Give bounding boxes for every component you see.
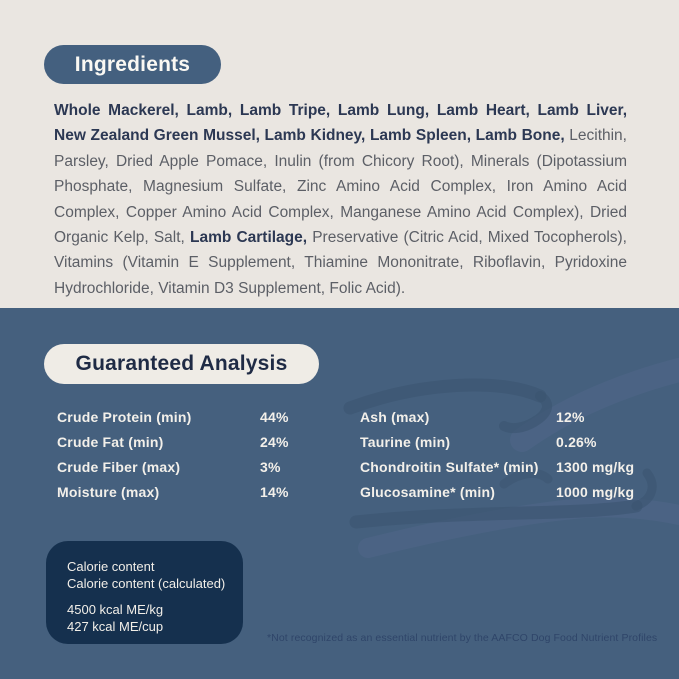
guaranteed-analysis-panel: [0, 308, 679, 679]
ingredient-emphasis-text: Lamb Cartilage,: [189, 229, 308, 247]
calorie-content-box: [46, 541, 243, 644]
analysis-row: [360, 479, 670, 504]
calorie-title-line: Calorie content (calculated): [67, 576, 226, 591]
calorie-title-lines: [67, 558, 233, 592]
analysis-value: 3%: [260, 458, 281, 475]
analysis-label: Chondroitin Sulfate* (min): [360, 458, 539, 475]
calorie-title-line: Calorie content: [67, 559, 155, 574]
ingredient-text: Preservative (Citric Acid, Mixed Tocopherols), Vitamins (Vitamin E Supplement, Thiamine Mononitrate, Riboflavin, Pyridoxine Hydrochloride, Vitamin D3 Supplement, Folic Acid).: [54, 229, 627, 297]
analysis-label: Glucosamine* (min): [360, 483, 496, 500]
analysis-row: [360, 404, 670, 429]
analysis-label: Crude Fat (min): [57, 433, 164, 450]
analysis-value: 1300 mg/kg: [556, 458, 635, 475]
analysis-row: [57, 404, 357, 429]
analysis-value: 1000 mg/kg: [556, 483, 635, 500]
calorie-value-line: 4500 kcal ME/kg: [67, 602, 164, 617]
ingredient-emphasis-text: Whole Mackerel, Lamb, Lamb Tripe, Lamb Lung, Lamb Heart, Lamb Liver, New Zealand Green Mussel, Lamb Kidney, Lamb Spleen, Lamb Bone,: [54, 102, 627, 145]
analysis-value: 12%: [556, 408, 585, 425]
ingredients-panel: [0, 0, 679, 308]
ingredients-heading: Ingredients: [74, 52, 191, 76]
analysis-row: [57, 454, 357, 479]
calorie-value-line: 427 kcal ME/cup: [67, 619, 164, 634]
analysis-row: [360, 454, 670, 479]
analysis-label: Crude Fiber (max): [57, 458, 181, 475]
guaranteed-analysis-heading: Guaranteed Analysis: [75, 352, 288, 375]
analysis-label: Taurine (min): [360, 433, 451, 450]
ingredients-paragraph: [54, 98, 627, 301]
analysis-row: [57, 479, 357, 504]
analysis-label: Crude Protein (min): [57, 408, 192, 425]
ingredients-heading-pill: [44, 45, 221, 84]
analysis-value: 14%: [260, 483, 289, 500]
analysis-value: 24%: [260, 433, 289, 450]
calorie-value-lines: [67, 601, 233, 635]
ingredient-text: Lecithin, Parsley, Dried Apple Pomace, Inulin (from Chicory Root), Minerals (Dipotassium Phosphate, Magnesium Sulfate, Zinc Amino Acid Complex, Iron Amino Acid Complex, Copper Amino Acid Complex, Manganese Amino Acid Complex), Dried Organic Kelp, Salt,: [54, 127, 627, 247]
aafco-footnote: *Not recognized as an essential nutrient by the AAFCO Dog Food Nutrient Profiles: [267, 632, 658, 644]
analysis-label: Ash (max): [360, 408, 430, 425]
analysis-table-left: [57, 404, 357, 504]
analysis-value: 44%: [260, 408, 289, 425]
analysis-table-right: [360, 404, 670, 504]
guaranteed-analysis-heading-pill: [44, 344, 319, 384]
analysis-row: [57, 429, 357, 454]
analysis-value: 0.26%: [556, 433, 597, 450]
analysis-label: Moisture (max): [57, 483, 160, 500]
analysis-row: [360, 429, 670, 454]
